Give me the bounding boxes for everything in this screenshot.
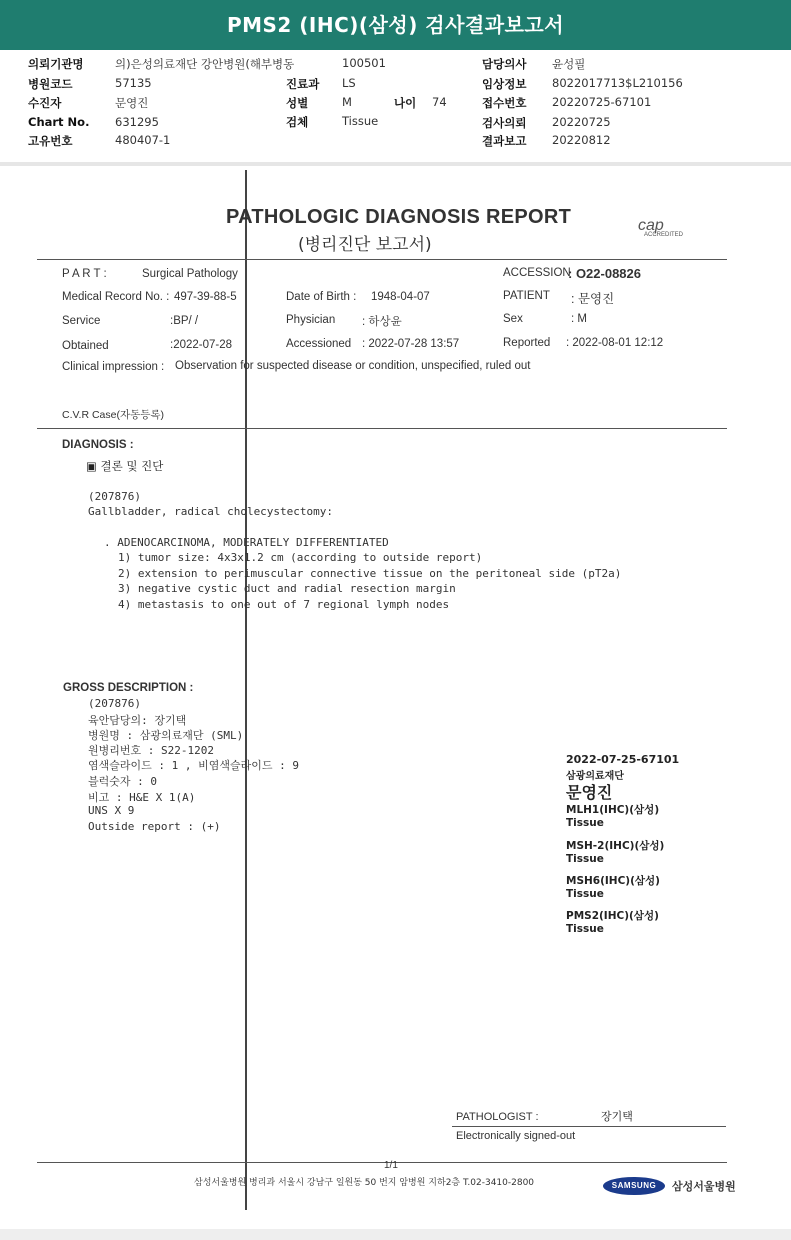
- report-sex-value: : M: [571, 313, 587, 325]
- title-bar: [0, 0, 791, 50]
- part-value: Surgical Pathology: [142, 268, 238, 280]
- age-value: 74: [432, 95, 447, 109]
- receipt-label: 접수번호: [482, 96, 527, 110]
- diagnosis-subheading: ▣ 결론 및 진단: [86, 459, 164, 473]
- mrn-value: 497-39-88-5: [174, 291, 237, 303]
- bottom-bar: [0, 1229, 791, 1240]
- gross-line: UNS X 9: [88, 804, 135, 817]
- mid-rule: [37, 428, 727, 429]
- hospital-name: 삼성서울병원: [672, 1180, 736, 1193]
- diagnosis-line: 4) metastasis to one out of 7 regional lymph nodes: [118, 598, 450, 611]
- report-patient-label: PATIENT: [503, 290, 550, 302]
- label-specimen: Tissue: [566, 853, 604, 865]
- hospital-code-label: 병원코드: [28, 77, 73, 91]
- impression-value: Observation for suspected disease or condition, unspecified, ruled out: [175, 360, 531, 372]
- obtained-label: Obtained: [62, 340, 109, 352]
- impression-label: Clinical impression :: [62, 361, 165, 373]
- receipt-value: 20220725-67101: [552, 95, 652, 109]
- diagnosis-line: 1) tumor size: 4x3x1.2 cm (according to outside report): [118, 551, 483, 564]
- service-value: :BP/ /: [170, 315, 199, 327]
- pathologist-label: PATHOLOGIST :: [456, 1111, 539, 1123]
- label-patient-name: 문영진: [566, 783, 613, 802]
- signed-out-text: Electronically signed-out: [456, 1130, 576, 1142]
- clinical-label: 임상정보: [482, 77, 527, 91]
- service-label: Service: [62, 315, 101, 327]
- gross-heading: GROSS DESCRIPTION :: [63, 682, 194, 694]
- unique-label: 고유번호: [28, 134, 73, 148]
- diagnosis-line: 3) negative cystic duct and radial resection margin: [118, 582, 456, 595]
- footer-rule: [37, 1162, 727, 1163]
- part-label: P A R T :: [62, 268, 107, 280]
- hospital-code-value: 57135: [115, 76, 152, 90]
- patient-label: 수진자: [28, 96, 62, 110]
- gross-line: 염색슬라이드 : 1 , 비염색슬라이드 : 9: [88, 759, 299, 772]
- sex-label: 성별: [286, 96, 309, 110]
- samsung-logo: SAMSUNG: [603, 1177, 665, 1195]
- gross-line: 육안담당의: 장기택: [88, 714, 187, 727]
- chart-value: 631295: [115, 115, 159, 129]
- page-title: PMS2 (IHC)(삼성) 검사결과보고서: [226, 13, 565, 37]
- accession-value: : O22-08826: [568, 266, 641, 281]
- request-value: 20220725: [552, 115, 611, 129]
- specimen-value: Tissue: [342, 114, 379, 128]
- sex-value: M: [342, 95, 352, 109]
- diagnosis-line: Gallbladder, radical cholecystectomy:: [88, 505, 334, 518]
- doctor-label: 담당의사: [482, 57, 527, 71]
- diagnosis-line: (207876): [88, 490, 141, 503]
- cap-accredited-text: ACCREDITED: [644, 232, 684, 238]
- request-label: 검사의뢰: [482, 116, 527, 130]
- specimen-label: 검체: [286, 115, 309, 129]
- gross-line: 블럭숫자 : 0: [88, 775, 157, 788]
- top-rule: [37, 259, 727, 260]
- label-specimen: Tissue: [566, 888, 604, 900]
- gross-line: 병원명 : 삼광의료재단 (SML): [88, 729, 244, 742]
- unique-value: 480407-1: [115, 133, 171, 147]
- cvr-case: C.V.R Case(자동등록): [62, 409, 165, 421]
- label-test: MSH-2(IHC)(삼성): [566, 840, 665, 852]
- report-title: PATHOLOGIC DIAGNOSIS REPORT: [226, 206, 572, 228]
- diagnosis-line: 2) extension to perimuscular connective tissue on the peritoneal side (pT2a): [118, 567, 622, 580]
- institution-value: 의)은성의료재단 강안병원(해부병동: [115, 57, 295, 71]
- page-number: 1/1: [384, 1160, 398, 1171]
- chart-label: Chart No.: [28, 115, 90, 129]
- mrn-label: Medical Record No. :: [62, 291, 170, 303]
- result-value: 20220812: [552, 133, 611, 147]
- footer-address: 삼성서울병원 병리과 서울시 강남구 일원동 50 번지 암병원 지하2층 T.02-3410-2800: [194, 1178, 535, 1188]
- patient-value: 문영진: [115, 96, 149, 110]
- gross-line: (207876): [88, 697, 141, 710]
- institution-code: 100501: [342, 56, 386, 70]
- accessioned-label: Accessioned: [286, 338, 352, 350]
- gross-line: Outside report : (+): [88, 820, 221, 833]
- result-label: 결과보고: [482, 134, 527, 148]
- reported-label: Reported: [503, 337, 551, 349]
- report-patient-value: : 문영진: [571, 292, 615, 306]
- age-label: 나이: [394, 96, 417, 110]
- doctor-value: 윤성필: [552, 57, 586, 71]
- signature-rule: [452, 1126, 726, 1127]
- report-subtitle: (병리진단 보고서): [298, 235, 432, 255]
- cap-logo-text: cap: [638, 217, 664, 234]
- obtained-value: :2022-07-28: [170, 339, 233, 351]
- reported-value: : 2022-08-01 12:12: [566, 337, 664, 349]
- physician-value: : 하상윤: [362, 316, 402, 328]
- cap-accredited-logo: [638, 217, 683, 238]
- dept-value: LS: [342, 76, 356, 90]
- label-test: MLH1(IHC)(삼성): [566, 804, 660, 816]
- scan-vertical-line: [245, 170, 247, 1210]
- label-receipt-no: 2022-07-25-67101: [566, 753, 680, 766]
- dob-label: Date of Birth :: [286, 291, 357, 303]
- diagnosis-heading: DIAGNOSIS :: [62, 439, 134, 451]
- accessioned-value: : 2022-07-28 13:57: [362, 338, 460, 350]
- pathologist-value: 장기택: [601, 1110, 633, 1123]
- physician-label: Physician: [286, 314, 336, 326]
- label-specimen: Tissue: [566, 817, 604, 829]
- dob-value: 1948-04-07: [371, 291, 430, 303]
- institution-label: 의뢰기관명: [28, 57, 84, 71]
- dept-label: 진료과: [286, 77, 320, 91]
- label-test: PMS2(IHC)(삼성): [566, 910, 659, 922]
- label-specimen: Tissue: [566, 923, 604, 935]
- gross-line: 원병리번호 : S22-1202: [88, 744, 214, 757]
- label-test: MSH6(IHC)(삼성): [566, 875, 660, 887]
- accession-label: ACCESSION: [503, 267, 571, 279]
- clinical-value: 8022017713$L210156: [552, 76, 683, 90]
- gross-line: 비고 : H&E X 1(A): [88, 791, 196, 804]
- label-lab-name: 삼광의료재단: [566, 771, 624, 782]
- diagnosis-line: . ADENOCARCINOMA, MODERATELY DIFFERENTIATED: [104, 536, 389, 549]
- report-sex-label: Sex: [503, 313, 523, 325]
